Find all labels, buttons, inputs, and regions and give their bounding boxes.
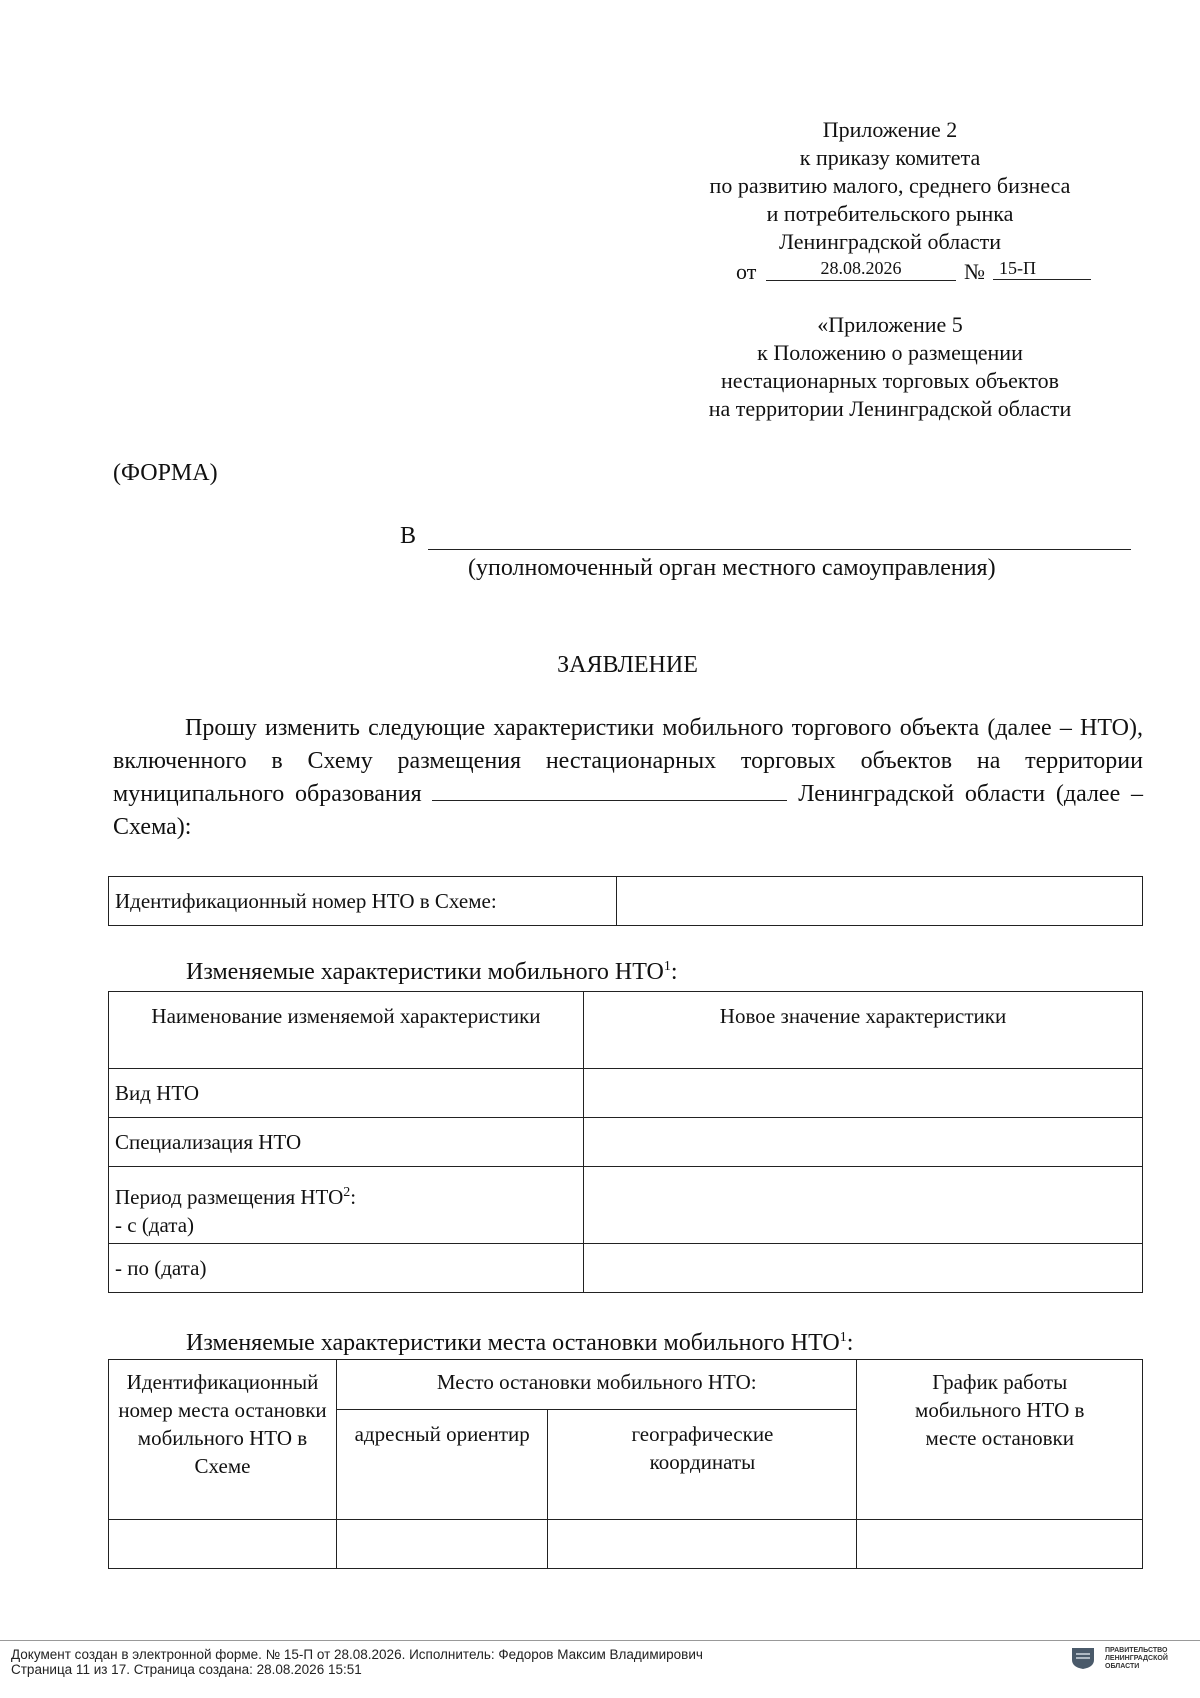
addressee-prefix: В	[400, 523, 417, 549]
id-value-cell[interactable]	[617, 877, 1143, 926]
intro-paragraph	[113, 712, 1143, 844]
sub-appendix-header	[640, 311, 1140, 423]
header-line: и потребительского рынка	[766, 201, 1014, 226]
row-label: - по (дата)	[109, 1244, 584, 1293]
row-value-cell[interactable]	[584, 1167, 1143, 1244]
date-number-row	[640, 256, 1140, 286]
sub-col-coordinates: географические координаты	[548, 1410, 857, 1520]
row-label: Специализация НТО	[109, 1118, 584, 1167]
period-label: Период размещения НТО	[115, 1185, 344, 1209]
stop-place-table	[108, 1359, 1143, 1569]
section2-heading	[186, 1330, 853, 1357]
col-header-schedule: График работы мобильного НТО в месте остановки	[857, 1360, 1143, 1520]
footer-line-2: Страница 11 из 17. Страница создана: 28.08.2026 15:51	[11, 1662, 362, 1677]
form-label: (ФОРМА)	[113, 460, 218, 486]
id-label: Идентификационный номер НТО в Схеме:	[109, 877, 617, 926]
empty-cell[interactable]	[857, 1520, 1143, 1569]
intro-text: Прошу изменить следующие характеристики мобильного торгового объекта (далее – НТО), включенного в Схему размещения нестационарных торговых объектов на территории муниципального образования	[113, 715, 1143, 807]
row-value-cell[interactable]	[584, 1069, 1143, 1118]
coat-of-arms-icon	[1070, 1646, 1096, 1670]
footer-divider	[0, 1640, 1200, 1641]
header-line: Ленинградской области	[779, 229, 1001, 254]
addressee-line[interactable]	[428, 549, 1131, 550]
header-line: Приложение 2	[822, 117, 958, 142]
sub-header-line: нестационарных торговых объектов	[720, 368, 1059, 393]
header-line: по развитию малого, среднего бизнеса	[709, 173, 1071, 198]
col-header-id: Идентификационный номер места остановки мобильного НТО в Схеме	[109, 1360, 337, 1520]
document-title: ЗАЯВЛЕНИЕ	[557, 652, 698, 678]
number-prefix: №	[964, 259, 985, 284]
footer-line-1: Документ создан в электронной форме. № 15-П от 28.08.2026. Исполнитель: Федоров Максим Владимирович	[11, 1647, 703, 1662]
municipality-fill-line[interactable]	[432, 780, 787, 801]
section1-heading-suffix: :	[670, 959, 678, 985]
appendix-header	[640, 116, 1140, 286]
sub-header-line: к Положению о размещении	[757, 340, 1023, 365]
col-header-name: Наименование изменяемой характеристики	[109, 992, 584, 1069]
section2-heading-text: Изменяемые характеристики места остановки мобильного НТО	[186, 1330, 840, 1356]
empty-cell[interactable]	[337, 1520, 548, 1569]
header-line: к приказу комитета	[799, 145, 981, 170]
empty-cell[interactable]	[109, 1520, 337, 1569]
group-header-stop-place: Место остановки мобильного НТО:	[337, 1360, 857, 1410]
section1-heading	[186, 959, 678, 986]
footnote-marker: 2	[343, 1185, 351, 1200]
footnote-marker: 1	[663, 959, 671, 974]
empty-cell[interactable]	[548, 1520, 857, 1569]
government-logo-text: ПРАВИТЕЛЬСТВО ЛЕНИНГРАДСКОЙ ОБЛАСТИ	[1105, 1647, 1168, 1670]
footnote-marker: 1	[839, 1330, 847, 1345]
row-value-cell[interactable]	[584, 1118, 1143, 1167]
period-from-label: - с (дата)	[115, 1213, 195, 1237]
sub-header-line: «Приложение 5	[817, 312, 963, 337]
row-value-cell[interactable]	[584, 1244, 1143, 1293]
row-label: Вид НТО	[109, 1069, 584, 1118]
id-table	[108, 876, 1143, 926]
addressee-caption: (уполномоченный орган местного самоуправления)	[468, 555, 996, 581]
date-prefix: от	[736, 259, 757, 284]
sub-col-address: адресный ориентир	[337, 1410, 548, 1520]
order-date: 28.08.2026	[766, 254, 956, 281]
characteristics-table	[108, 991, 1143, 1293]
row-label-period	[109, 1167, 584, 1244]
section1-heading-text: Изменяемые характеристики мобильного НТО	[186, 959, 664, 985]
footer-text	[11, 1647, 703, 1677]
order-number: 15-П	[993, 254, 1091, 280]
intro-text-end: Ленинградской области (далее – Схема):	[113, 781, 1143, 840]
col-header-value: Новое значение характеристики	[584, 992, 1143, 1069]
period-label-suffix: :	[350, 1185, 357, 1209]
sub-header-line: на территории Ленинградской области	[708, 396, 1072, 421]
section2-heading-suffix: :	[846, 1330, 854, 1356]
